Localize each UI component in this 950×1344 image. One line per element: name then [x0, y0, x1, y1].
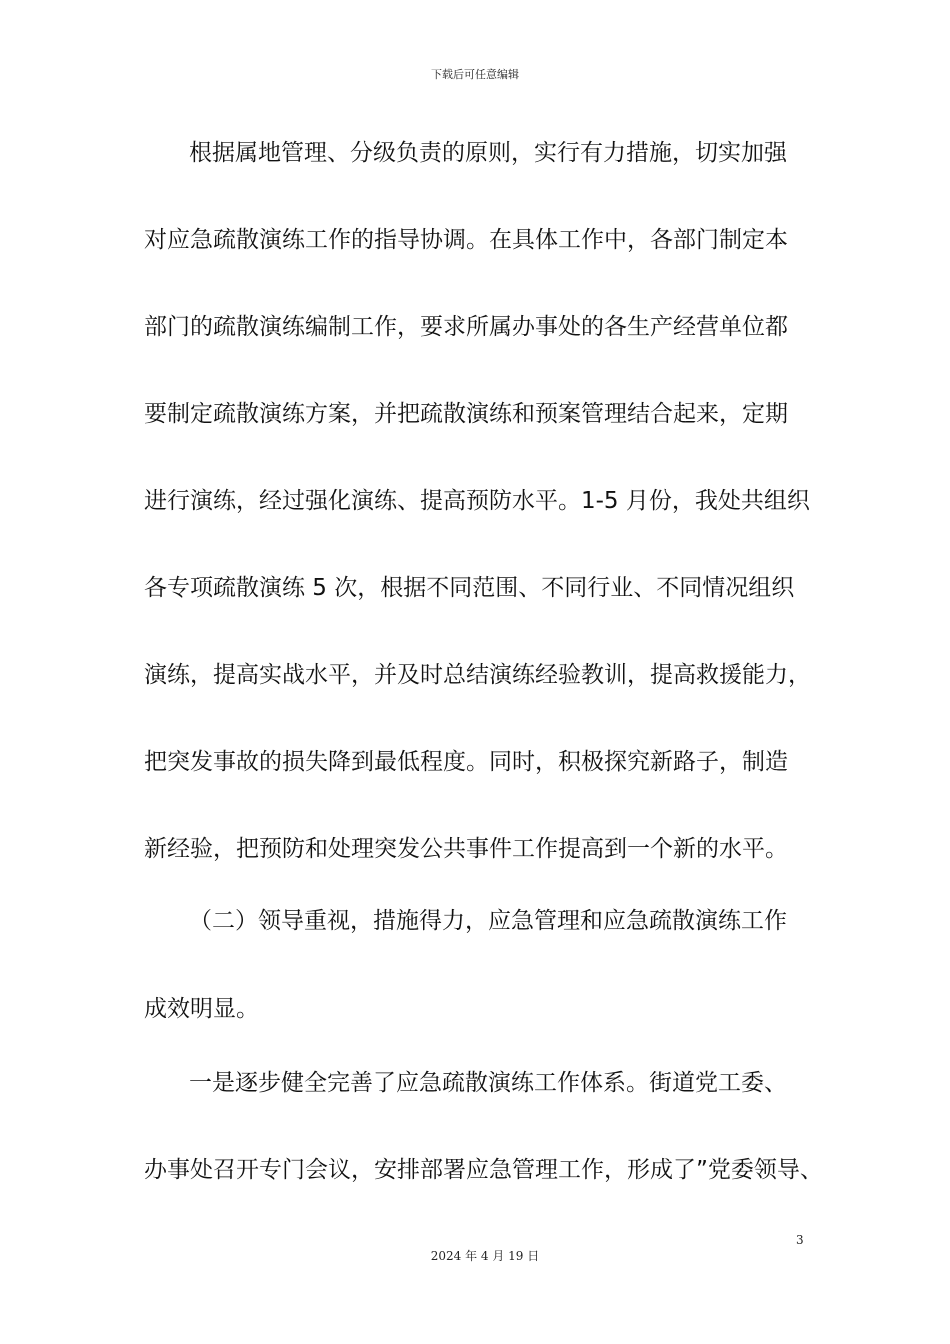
- body-line: 部门的疏散演练编制工作，要求所属办事处的各生产经营单位都: [144, 314, 788, 340]
- body-line: 演练，提高实战水平，并及时总结演练经验教训，提高救援能力，: [144, 662, 811, 688]
- body-line: 新经验，把预防和处理突发公共事件工作提高到一个新的水平。: [144, 836, 788, 862]
- body-line: 成效明显。: [144, 996, 259, 1022]
- body-line: 要制定疏散演练方案，并把疏散演练和预案管理结合起来，定期: [144, 401, 788, 427]
- page-footer-date: 2024 年 4 月 19 日: [430, 1249, 540, 1263]
- body-line: 进行演练，经过强化演练、提高预防水平。1-5 月份，我处共组织: [144, 488, 810, 514]
- body-line: 各专项疏散演练 5 次，根据不同范围、不同行业、不同情况组织: [144, 575, 795, 601]
- page-number: 3: [796, 1233, 804, 1247]
- section-heading: （二）领导重视，措施得力，应急管理和应急疏散演练工作: [189, 908, 787, 934]
- body-line: 对应急疏散演练工作的指导协调。在具体工作中，各部门制定本: [144, 227, 788, 253]
- page-header: 下载后可任意编辑: [431, 68, 519, 81]
- body-line: 办事处召开专门会议，安排部署应急管理工作，形成了”党委领导、: [144, 1157, 823, 1183]
- body-line: 把突发事故的损失降到最低程度。同时，积极探究新路子，制造: [144, 749, 788, 775]
- body-line: 根据属地管理、分级负责的原则，实行有力措施，切实加强: [189, 140, 787, 166]
- body-line: 一是逐步健全完善了应急疏散演练工作体系。街道党工委、: [189, 1070, 787, 1096]
